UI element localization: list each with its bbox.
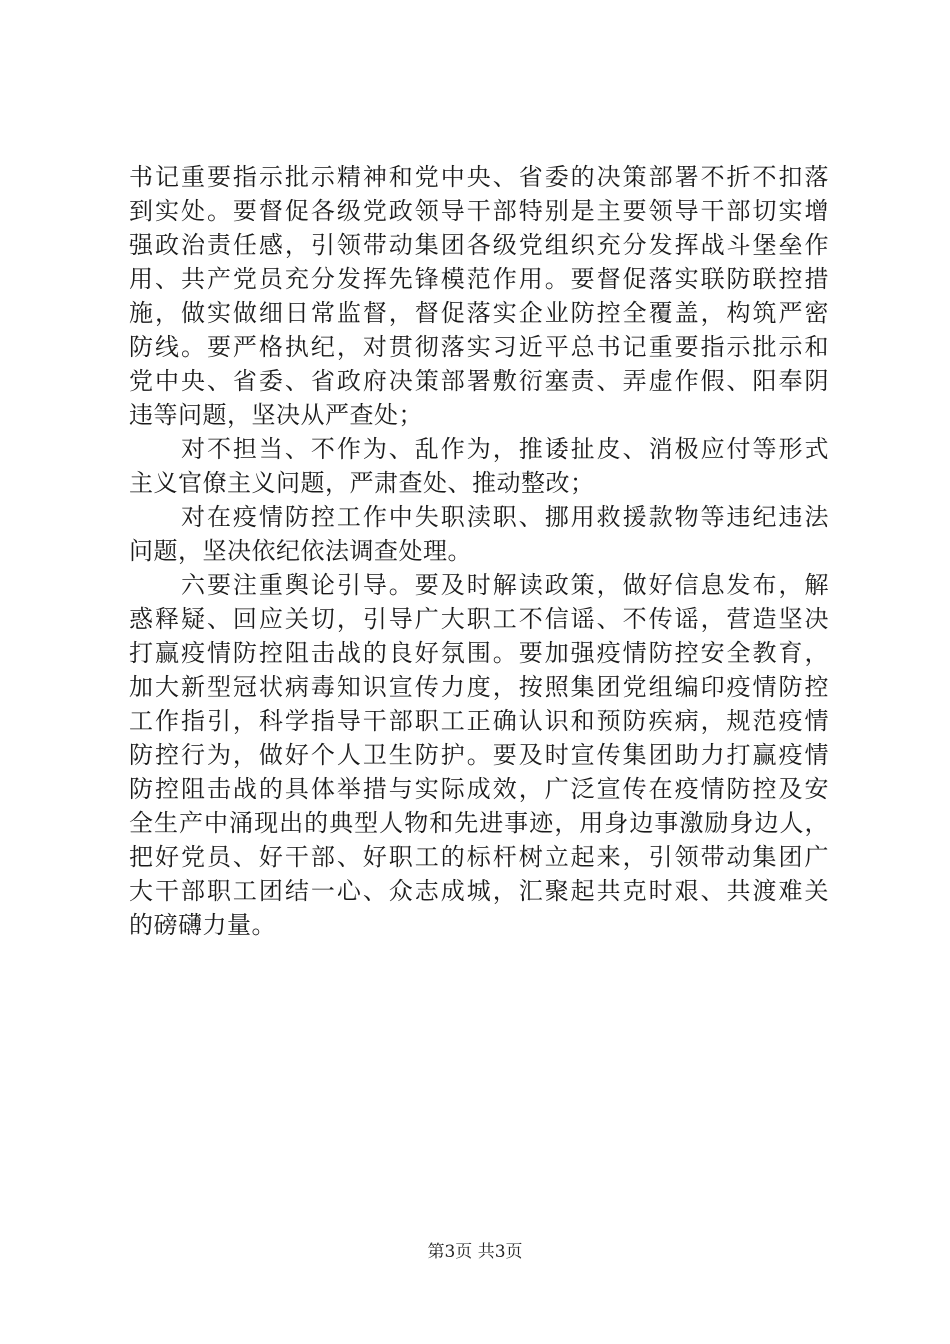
text-line: 打赢疫情防控阻击战的良好氛围。要加强疫情防控安全教育， [129, 639, 829, 667]
text-line: 党中央、省委、省政府决策部署敷衍塞责、弄虚作假、阳奉阴 [129, 367, 829, 395]
text-line: 大干部职工团结一心、众志成城，汇聚起共克时艰、共渡难关 [129, 877, 829, 905]
text-line: 把好党员、好干部、好职工的标杆树立起来，引领带动集团广 [129, 843, 829, 871]
paragraph [129, 500, 829, 568]
paragraph [129, 568, 829, 942]
text-line: 对在疫情防控工作中失职渎职、挪用救援款物等违纪违法 [129, 503, 829, 531]
paragraph [129, 160, 829, 432]
text-line: 用、共产党员充分发挥先锋模范作用。要督促落实联防联控措 [129, 265, 829, 293]
text-line: 全生产中涌现出的典型人物和先进事迹，用身边事激励身边人， [129, 809, 829, 837]
text-line: 书记重要指示批示精神和党中央、省委的决策部署不折不扣落 [129, 163, 829, 191]
paragraph [129, 432, 829, 500]
text-line: 防线。要严格执纪，对贯彻落实习近平总书记重要指示批示和 [129, 333, 829, 361]
text-line: 施，做实做细日常监督，督促落实企业防控全覆盖，构筑严密 [129, 299, 829, 327]
page-number-label: 第3页 共3页 [427, 1242, 523, 1262]
text-line: 六要注重舆论引导。要及时解读政策，做好信息发布，解 [129, 571, 829, 599]
text-line: 的磅礴力量。 [129, 911, 276, 939]
text-line: 问题，坚决依纪依法调查处理。 [129, 537, 472, 565]
page-footer [0, 1241, 950, 1263]
document-body [129, 160, 829, 942]
text-line: 主义官僚主义问题，严肃查处、推动整改； [129, 469, 595, 497]
text-line: 违等问题，坚决从严查处； [129, 401, 423, 429]
text-line: 防控阻击战的具体举措与实际成效，广泛宣传在疫情防控及安 [129, 775, 829, 803]
text-line: 工作指引，科学指导干部职工正确认识和预防疾病，规范疫情 [129, 707, 829, 735]
text-line: 强政治责任感，引领带动集团各级党组织充分发挥战斗堡垒作 [129, 231, 829, 259]
text-line: 惑释疑、回应关切，引导广大职工不信谣、不传谣，营造坚决 [129, 605, 829, 633]
text-line: 对不担当、不作为、乱作为，推诿扯皮、消极应付等形式 [129, 435, 829, 463]
text-line: 到实处。要督促各级党政领导干部特别是主要领导干部切实增 [129, 197, 829, 225]
text-line: 防控行为，做好个人卫生防护。要及时宣传集团助力打赢疫情 [129, 741, 829, 769]
text-line: 加大新型冠状病毒知识宣传力度，按照集团党组编印疫情防控 [129, 673, 829, 701]
